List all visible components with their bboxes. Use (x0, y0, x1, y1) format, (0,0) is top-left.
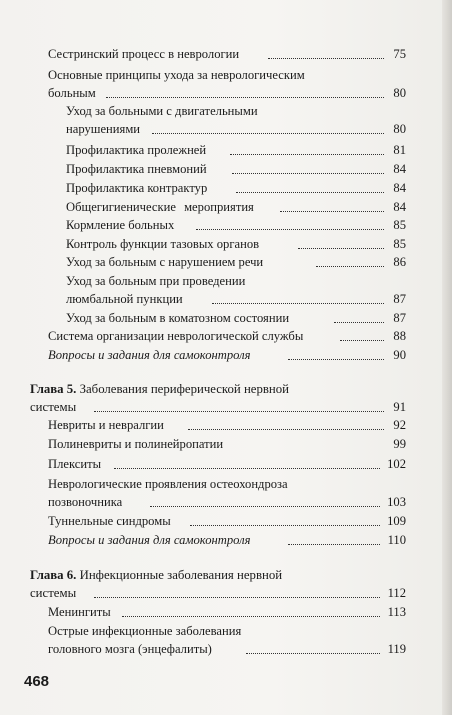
toc-entry (48, 327, 303, 345)
toc-entry-title: Контроль функции тазовых органов (66, 237, 260, 251)
toc-entry-title: Основные принципы ухода за неврологическим (48, 68, 305, 82)
toc-entry (66, 141, 206, 159)
toc-entry-title: Вопросы и задания для самоконтроля (48, 533, 251, 547)
toc-entry-title: Профилактика пневмоний (66, 162, 207, 176)
page-number: 85 (393, 218, 406, 232)
toc-entry-title: Кормление больных (66, 218, 175, 232)
page-number: 88 (393, 329, 406, 343)
page-edge (442, 0, 452, 715)
toc-entry-title: Профилактика контрактур (66, 181, 208, 195)
toc-entry-title: Вопросы и задания для самоконтроля (48, 348, 251, 362)
chapter-title: Заболевания периферической нервной (79, 382, 290, 396)
toc-entry-title: Уход за больными с двигательными (66, 104, 258, 118)
dot-leader (106, 97, 384, 98)
toc-entry-title: Невриты и невралгии (48, 418, 164, 432)
chapter-title-cont: системы (30, 586, 77, 600)
toc-entry-title: Уход за больным с нарушением речи (66, 255, 264, 269)
toc-entry-title-cont: больным (48, 86, 96, 100)
dot-leader (188, 429, 384, 430)
page-number: 119 (387, 642, 406, 656)
page-number: 113 (387, 605, 406, 619)
toc-entry (48, 622, 241, 658)
dot-leader (114, 468, 380, 469)
page-number: 102 (387, 457, 406, 471)
page-number: 85 (393, 237, 406, 251)
toc-entry (48, 346, 250, 364)
toc-entry-title-cont: нарушениями (66, 122, 141, 136)
toc-entry-title: Уход за больным при проведении (66, 274, 246, 288)
dot-leader (150, 506, 380, 507)
toc-entry (48, 512, 171, 530)
page-number: 75 (393, 47, 406, 61)
toc-entry (48, 603, 111, 621)
page-number: 109 (387, 514, 406, 528)
toc-entry (48, 435, 223, 453)
page-number: 80 (393, 86, 406, 100)
page-number: 84 (393, 200, 406, 214)
chapter-heading-cont (30, 584, 76, 602)
page-number: 110 (387, 533, 406, 547)
toc-entry (66, 179, 207, 197)
chapter-label: Глава 6. (30, 568, 77, 582)
toc-entry-title: Сестринский процесс в неврологии (48, 47, 240, 61)
dot-leader (236, 192, 384, 193)
toc-entry (66, 253, 263, 271)
page-number: 99 (393, 437, 406, 451)
toc-entry-title-cont: позвоночника (48, 495, 123, 509)
toc-entry-title: Система организации неврологической службы (48, 329, 304, 343)
toc-entry (66, 198, 254, 216)
dot-leader (212, 303, 384, 304)
page-number: 87 (393, 311, 406, 325)
toc-entry (48, 416, 164, 434)
dot-leader (152, 133, 384, 134)
toc-entry-title-cont: головного мозга (энцефалиты) (48, 642, 212, 656)
toc-entry (66, 235, 259, 253)
page-number: 86 (393, 255, 406, 269)
toc-entry-title: Плекситы (48, 457, 102, 471)
page-number: 81 (393, 143, 406, 157)
toc-entry (66, 309, 289, 327)
toc-entry-title: Менингиты (48, 605, 111, 619)
toc-entry-title: Общегигиенические мероприятия (66, 200, 254, 214)
dot-leader (196, 229, 384, 230)
toc-entry-title-cont: люмбальной пункции (66, 292, 183, 306)
page-number: 103 (387, 495, 406, 509)
toc-entry-title: Профилактика пролежней (66, 143, 207, 157)
toc-entry-title: Туннельные синдромы (48, 514, 171, 528)
chapter-heading (30, 380, 289, 398)
chapter-label: Глава 5. (30, 382, 77, 396)
chapter-title: Инфекционные заболевания нервной (79, 568, 283, 582)
toc-entry (48, 45, 239, 63)
toc-entry (48, 531, 250, 549)
page-number: 84 (393, 181, 406, 195)
page-number: 92 (393, 418, 406, 432)
dot-leader (246, 653, 380, 654)
dot-leader (94, 597, 380, 598)
page-number: 87 (393, 292, 406, 306)
folio-page-number: 468 (24, 673, 50, 690)
toc-entry-title: Уход за больным в коматозном состоянии (66, 311, 290, 325)
page-number: 90 (393, 348, 406, 362)
dot-leader (190, 525, 380, 526)
toc-entry-title: Неврологические проявления остеохондроза (48, 477, 288, 491)
chapter-heading-cont (30, 398, 76, 416)
page-number: 84 (393, 162, 406, 176)
dot-leader (230, 154, 384, 155)
toc-entry-title: Полиневриты и полинейропатии (48, 437, 224, 451)
toc-entry (66, 160, 207, 178)
chapter-title-cont: системы (30, 400, 77, 414)
dot-leader (94, 411, 384, 412)
dot-leader (122, 616, 380, 617)
page-number: 112 (387, 586, 406, 600)
chapter-heading (30, 566, 282, 584)
page-number: 80 (393, 122, 406, 136)
toc-entry (66, 216, 174, 234)
page-number: 91 (393, 400, 406, 414)
toc-entry (48, 455, 101, 473)
dot-leader (232, 173, 384, 174)
toc-entry-title: Острые инфекционные заболевания (48, 624, 242, 638)
